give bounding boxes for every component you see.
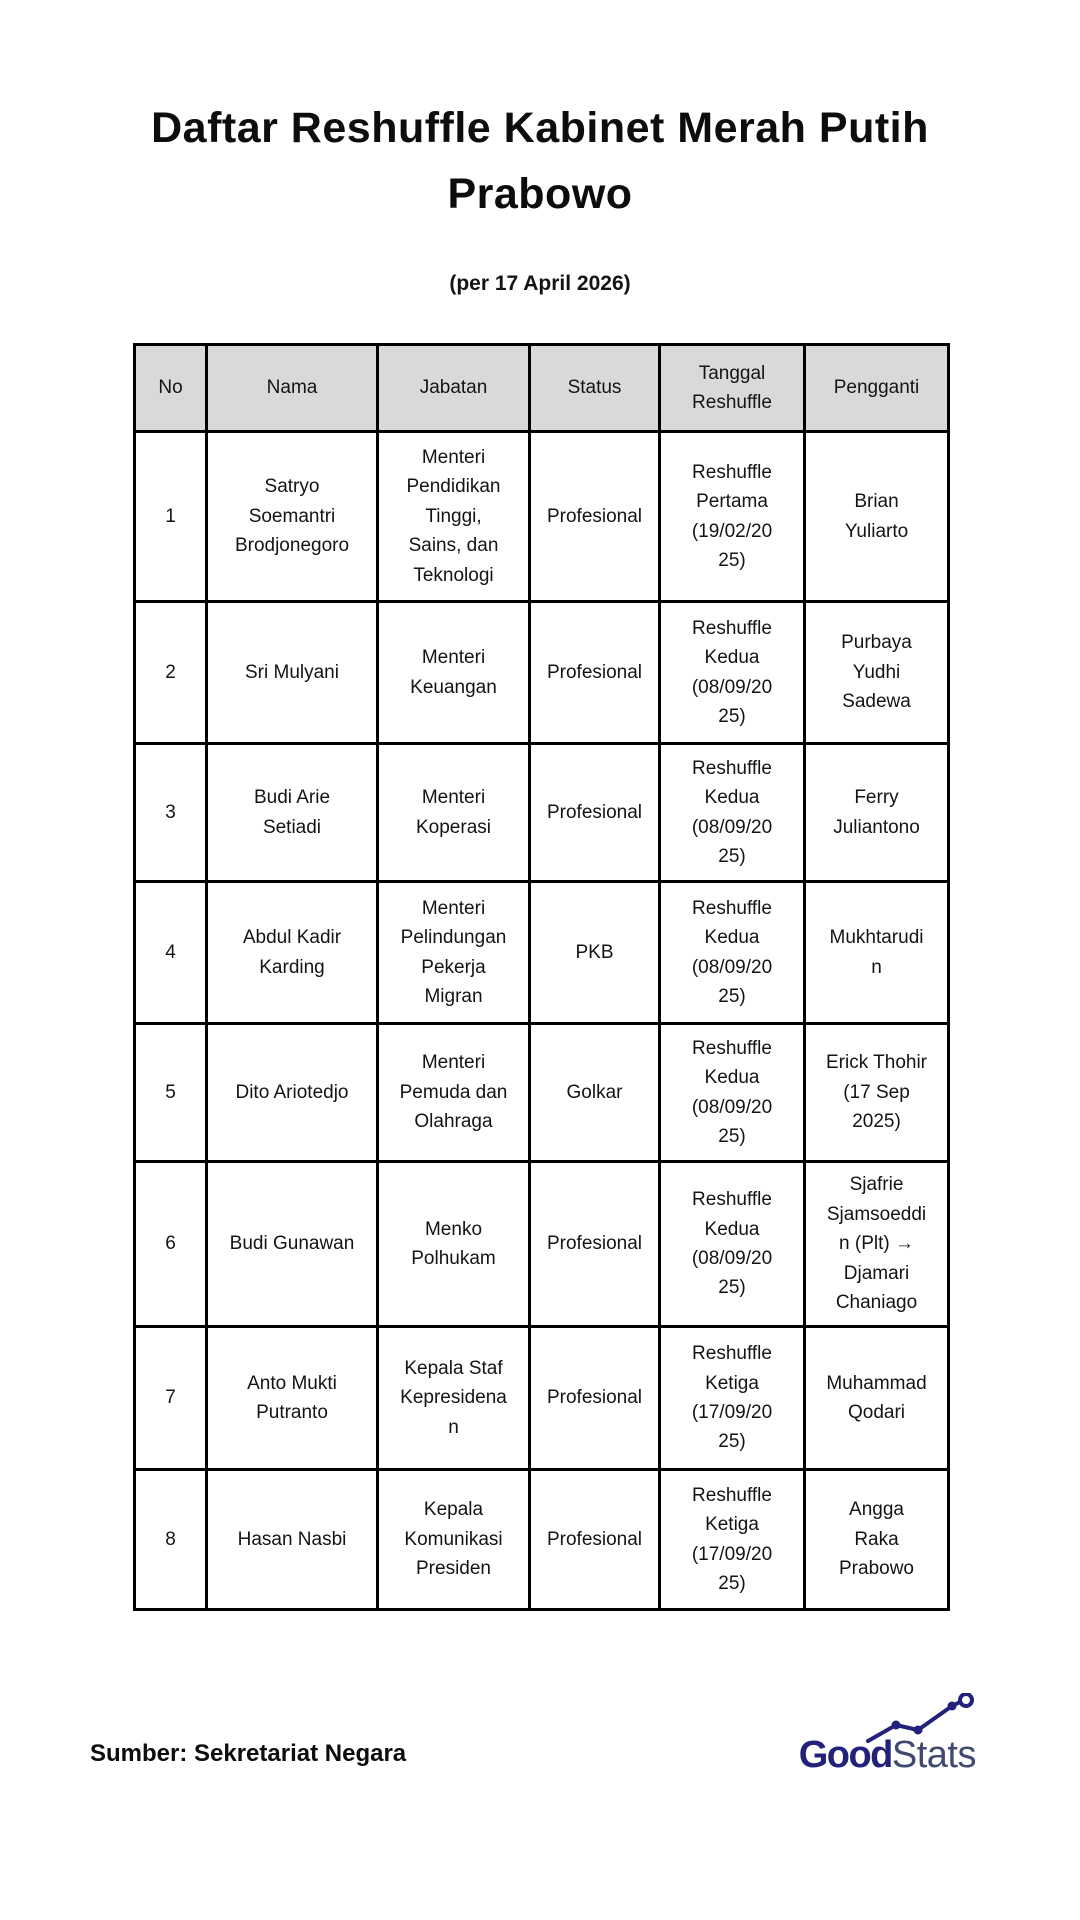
cell-nama: Sri Mulyani (207, 602, 378, 744)
cell-status: PKB (530, 882, 660, 1024)
cell-jabatan: Menteri Pelindungan Pekerja Migran (378, 882, 530, 1024)
cell-jabatan: Menteri Pendidikan Tinggi, Sains, dan Teknologi (378, 432, 530, 602)
cell-tanggal: Reshuffle Kedua (08/09/2025) (660, 602, 805, 744)
cell-no: 2 (135, 602, 207, 744)
header-row (135, 345, 949, 432)
cell-status: Golkar (530, 1024, 660, 1162)
cell-pengganti: Erick Thohir (17 Sep 2025) (805, 1024, 949, 1162)
goodstats-logo (766, 1693, 976, 1793)
table-row-4 (135, 882, 949, 1024)
cell-tanggal: Reshuffle Ketiga (17/09/2025) (660, 1327, 805, 1470)
cell-status: Profesional (530, 1162, 660, 1327)
cell-pengganti: Angga Raka Prabowo (805, 1470, 949, 1610)
cell-status: Profesional (530, 432, 660, 602)
header-cell-status: Status (530, 345, 660, 432)
table-row-7 (135, 1327, 949, 1470)
header-cell-no: No (135, 345, 207, 432)
header-cell-jabatan: Jabatan (378, 345, 530, 432)
reshuffle-table (133, 343, 950, 1611)
cell-no: 5 (135, 1024, 207, 1162)
table-row-6 (135, 1162, 949, 1327)
header-cell-nama: Nama (207, 345, 378, 432)
header-cell-pengganti: Pengganti (805, 345, 949, 432)
cell-status: Profesional (530, 1327, 660, 1470)
cell-nama: Budi Gunawan (207, 1162, 378, 1327)
cell-pengganti: Sjafrie Sjamsoeddin (Plt) → Djamari Chaniago (805, 1162, 949, 1327)
cell-jabatan: Kepala Staf Kepresidenan (378, 1327, 530, 1470)
cell-nama: Abdul Kadir Karding (207, 882, 378, 1024)
cell-nama: Anto Mukti Putranto (207, 1327, 378, 1470)
cell-status: Profesional (530, 1470, 660, 1610)
goodstats-wordmark (799, 1733, 976, 1779)
cell-pengganti: Brian Yuliarto (805, 432, 949, 602)
logo-text-good: Good (798, 1734, 892, 1776)
cell-jabatan: Kepala Komunikasi Presiden (378, 1470, 530, 1610)
cell-no: 7 (135, 1327, 207, 1470)
cell-tanggal: Reshuffle Kedua (08/09/2025) (660, 1024, 805, 1162)
cell-tanggal: Reshuffle Kedua (08/09/2025) (660, 744, 805, 882)
cell-no: 3 (135, 744, 207, 882)
page-subtitle: (per 17 April 2026) (449, 272, 631, 295)
cell-tanggal: Reshuffle Kedua (08/09/2025) (660, 1162, 805, 1327)
cell-status: Profesional (530, 744, 660, 882)
table-row-1 (135, 432, 949, 602)
cell-pengganti: Ferry Juliantono (805, 744, 949, 882)
cell-jabatan: Menteri Koperasi (378, 744, 530, 882)
table-container (133, 343, 947, 1611)
cell-pengganti: Purbaya Yudhi Sadewa (805, 602, 949, 744)
page-title: Daftar Reshuffle Kabinet Merah Putih Prabowo (151, 104, 929, 218)
cell-tanggal: Reshuffle Pertama (19/02/2025) (660, 432, 805, 602)
table-row-3 (135, 744, 949, 882)
cell-no: 6 (135, 1162, 207, 1327)
cell-nama: Satryo Soemantri Brodjonegoro (207, 432, 378, 602)
cell-tanggal: Reshuffle Kedua (08/09/2025) (660, 882, 805, 1024)
cell-nama: Budi Arie Setiadi (207, 744, 378, 882)
cell-pengganti: Muhammad Qodari (805, 1327, 949, 1470)
cell-jabatan: Menteri Pemuda dan Olahraga (378, 1024, 530, 1162)
source-note: Sumber: Sekretariat Negara (90, 1740, 407, 1767)
cell-jabatan: Menko Polhukam (378, 1162, 530, 1327)
cell-nama: Dito Ariotedjo (207, 1024, 378, 1162)
cell-jabatan: Menteri Keuangan (378, 602, 530, 744)
cell-no: 8 (135, 1470, 207, 1610)
header-cell-tanggal: Tanggal Reshuffle (660, 345, 805, 432)
cell-nama: Hasan Nasbi (207, 1470, 378, 1610)
cell-no: 1 (135, 432, 207, 602)
table-row-8 (135, 1470, 949, 1610)
table-row-5 (135, 1024, 949, 1162)
table-row-2 (135, 602, 949, 744)
cell-pengganti: Mukhtarudin (805, 882, 949, 1024)
cell-status: Profesional (530, 602, 660, 744)
cell-no: 4 (135, 882, 207, 1024)
cell-tanggal: Reshuffle Ketiga (17/09/2025) (660, 1470, 805, 1610)
logo-text-stats: Stats (891, 1734, 976, 1776)
